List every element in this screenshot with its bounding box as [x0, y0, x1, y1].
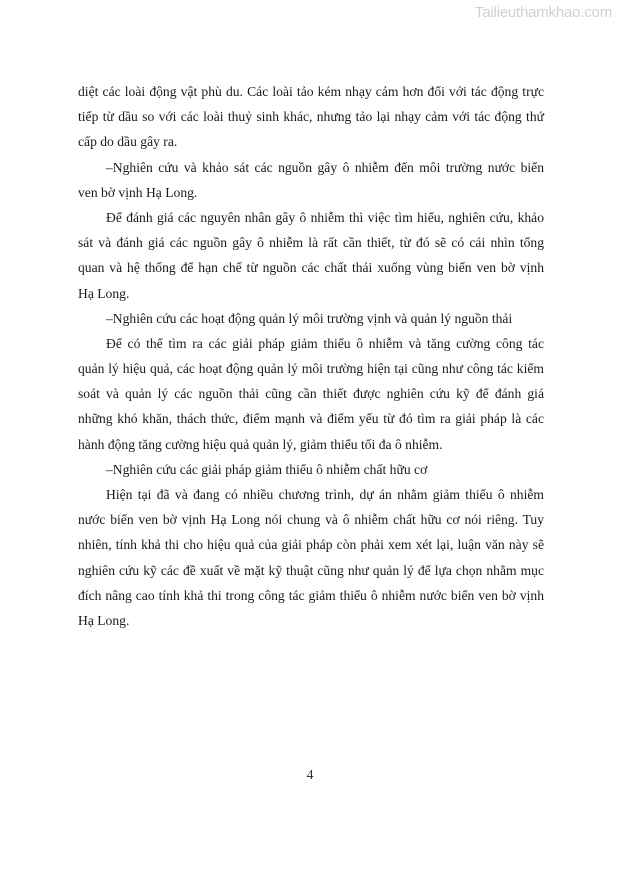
document-body — [78, 79, 544, 633]
text-line: tiếp từ dầu so với các loài thuỷ sinh khác, nhưng tảo lại nhạy cảm với tác động thứ — [78, 109, 544, 125]
text-line: nước biển ven bờ vịnh Hạ Long nói chung và ô nhiễm chất hữu cơ nói riêng. Tuy — [78, 512, 544, 528]
text-line: sát và đánh giá các nguồn gây ô nhiễm là rất cần thiết, từ đó sẽ có cái nhìn tổng — [78, 235, 544, 251]
text-line: –Nghiên cứu các giải pháp giảm thiểu ô nhiễm chất hữu cơ — [106, 461, 428, 477]
text-line: những khó khăn, thách thức, điểm mạnh và điểm yếu từ đó tìm ra giải pháp là các — [78, 411, 544, 427]
text-line: Hiện tại đã và đang có nhiều chương trình, dự án nhằm giảm thiểu ô nhiễm — [106, 487, 544, 502]
text-line: quản lý hiệu quả, các hoạt động quản lý môi trường hiện tại cũng như công tác kiểm — [78, 361, 544, 377]
text-line: hành động tăng cường hiệu quả quản lý, giảm thiểu tối đa ô nhiễm. — [78, 436, 443, 452]
watermark: Tailieuthamkhao.com — [474, 4, 612, 21]
text-line: Để có thể tìm ra các giải pháp giảm thiểu ô nhiễm và tăng cường công tác — [106, 335, 544, 351]
text-line: nhiên, tính khả thi cho hiệu quả của giải pháp còn phải xem xét lại, luận văn này sẽ — [78, 537, 544, 553]
text-line: cấp do dầu gây ra. — [78, 134, 178, 150]
text-line: –Nghiên cứu và khảo sát các nguồn gây ô nhiễm đến môi trường nước biển — [106, 159, 544, 175]
text-line: nghiên cứu kỹ các đề xuất về mặt kỹ thuật cũng như quản lý để lựa chọn nhằm mục — [78, 562, 544, 578]
text-line: quan và hệ thống để hạn chế từ nguồn các chất thải xuống vùng biển ven bờ vịnh — [78, 260, 544, 276]
text-line: Để đánh giá các nguyên nhân gây ô nhiễm thì việc tìm hiểu, nghiên cứu, khảo — [106, 209, 544, 225]
text-line: –Nghiên cứu các hoạt động quản lý môi trường vịnh và quản lý nguồn thải — [106, 310, 513, 326]
text-line: soát và quản lý các nguồn thải cũng cần thiết được nghiên cứu kỹ để đánh giá — [78, 386, 544, 402]
text-line: đích nâng cao tính khả thi trong công tác giảm thiểu ô nhiễm nước biển ven bờ vịnh — [78, 587, 544, 603]
page-number: 4 — [306, 768, 314, 783]
text-line: Hạ Long. — [78, 612, 130, 628]
text-line: diệt các loài động vật phù du. Các loài tảo kém nhạy cảm hơn đối với tác động trực — [78, 84, 544, 99]
text-line: ven bờ vịnh Hạ Long. — [78, 184, 198, 200]
text-line: Hạ Long. — [78, 285, 130, 301]
